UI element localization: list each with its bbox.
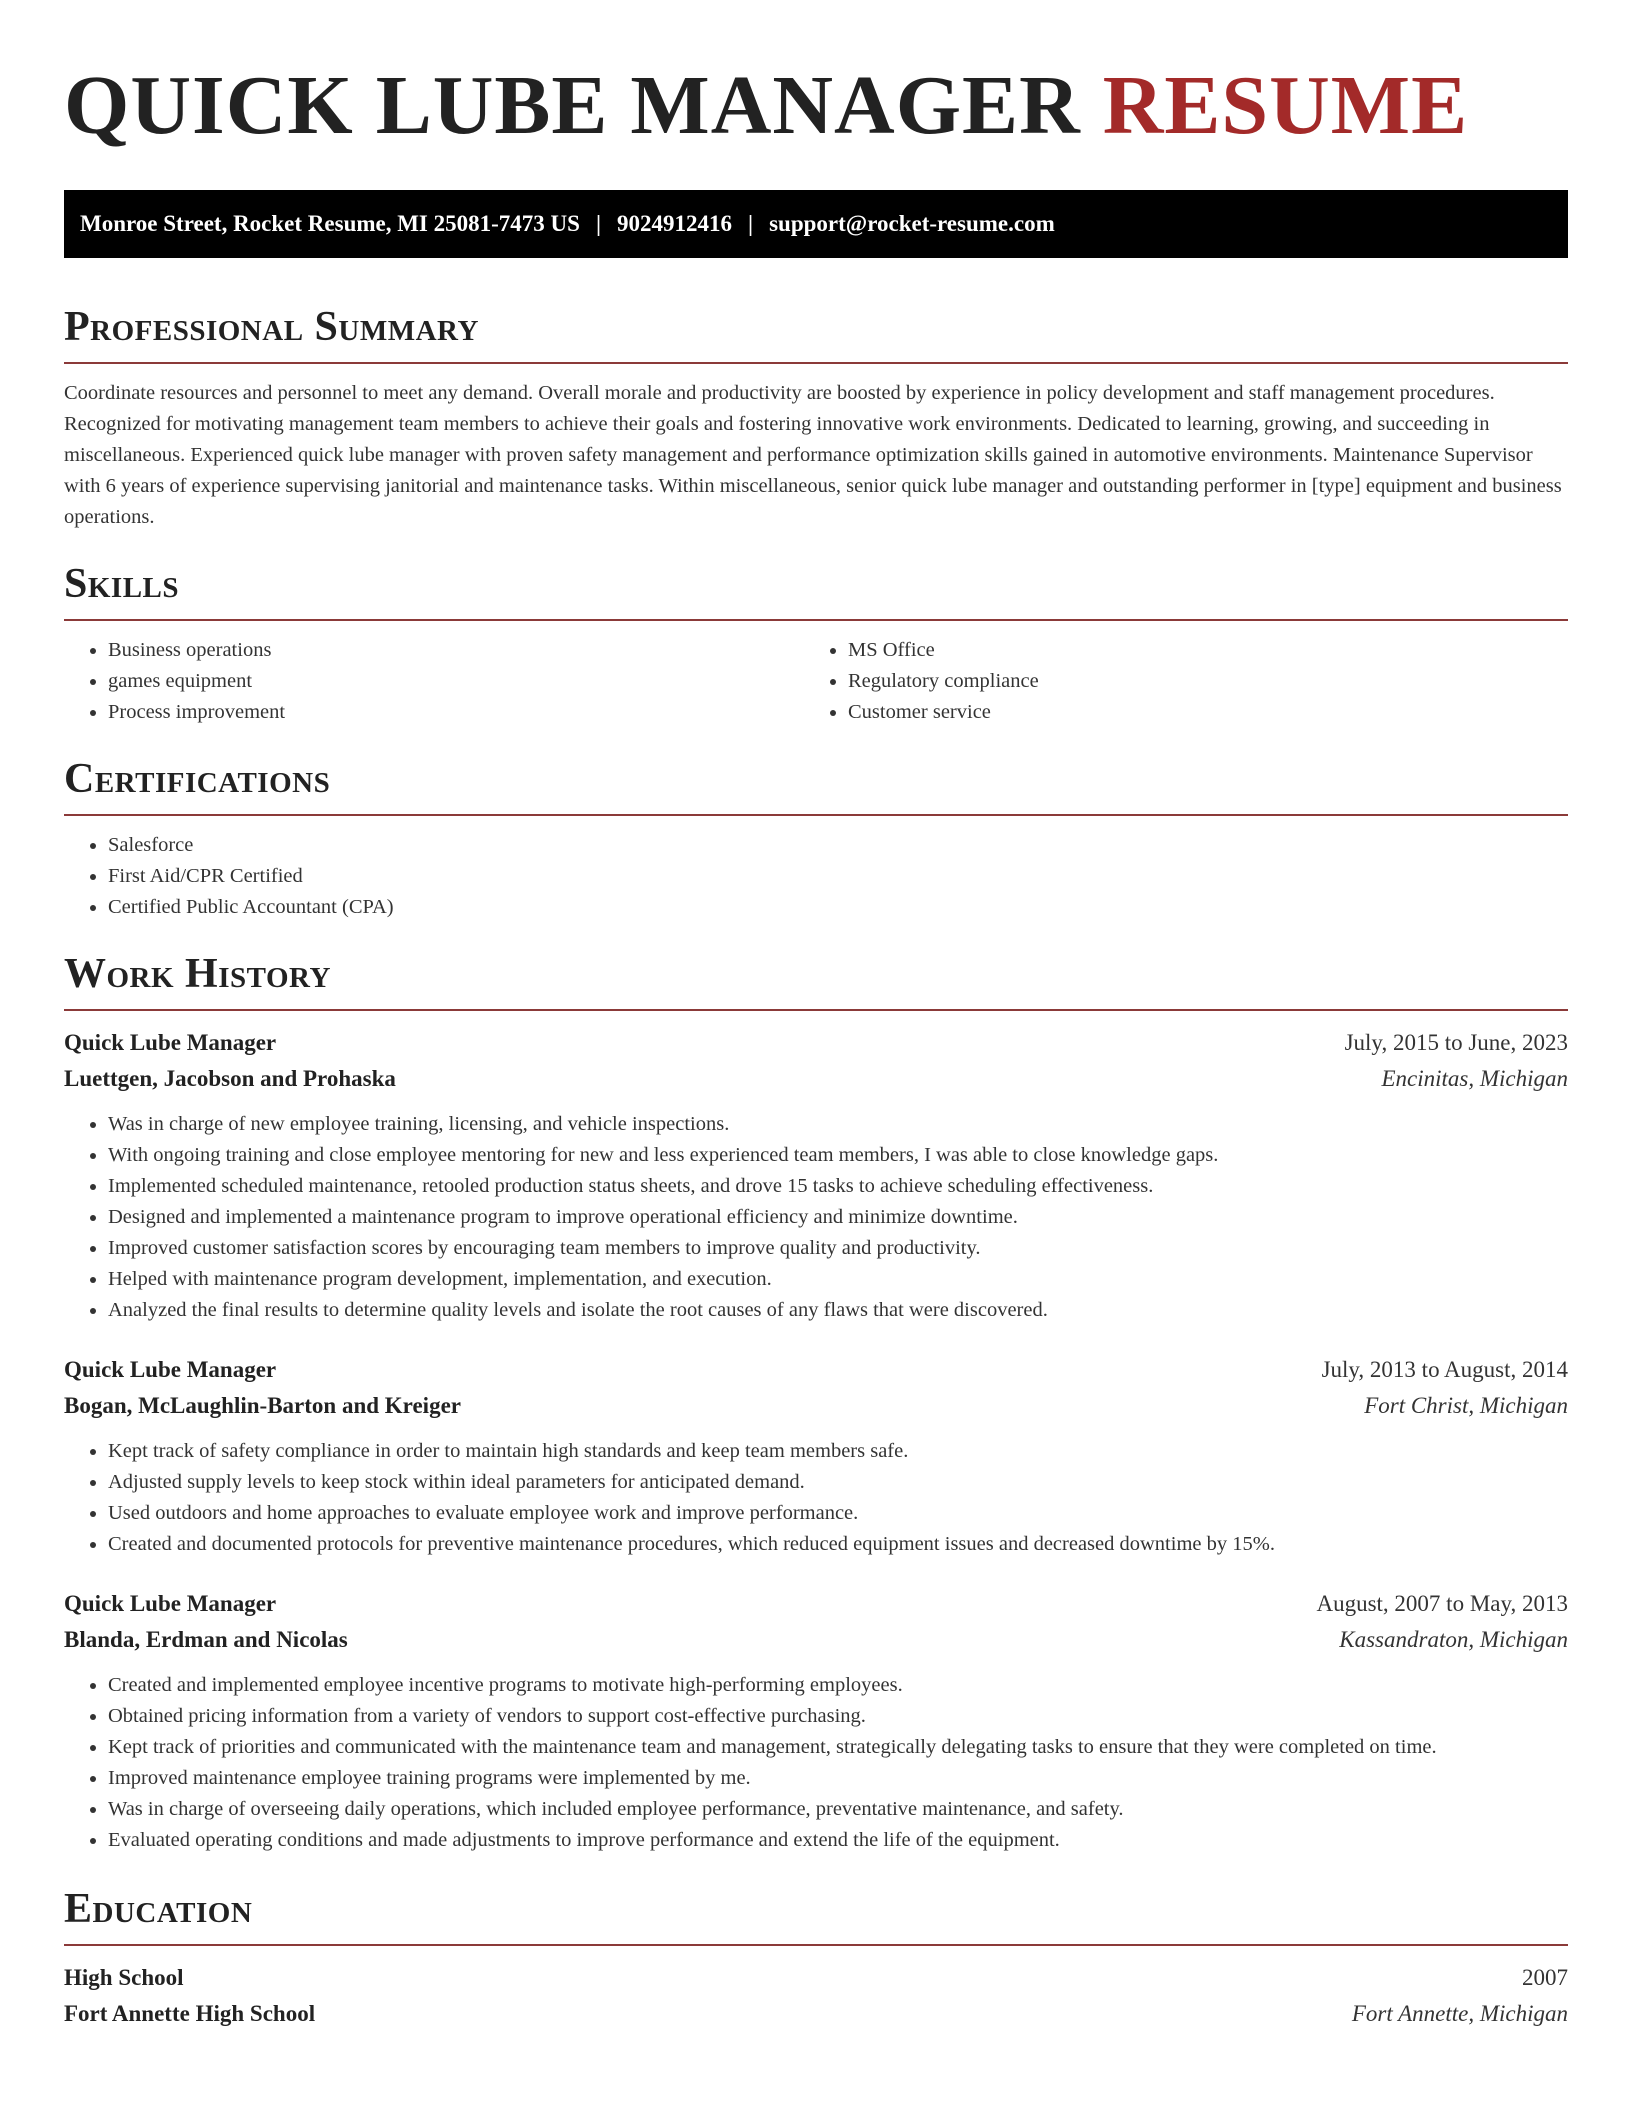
contact-email: support@rocket-resume.com [769,211,1055,236]
job-location: Encinitas, Michigan [1381,1066,1568,1091]
section-divider [64,814,1568,816]
job-company-row [64,1061,1568,1097]
job-bullet: • Analyzed the final results to determine quality levels and isolate the root causes of any flaws that were discovered. [108,1295,1568,1326]
job-bullet: • Improved customer satisfaction scores by encouraging team members to improve quality and productivity. [108,1233,1568,1264]
job-bullet: • With ongoing training and close employee mentoring for new and less experienced team members, I was able to close knowledge gaps. [108,1140,1568,1171]
job-location: Fort Christ, Michigan [1364,1393,1568,1418]
skill-item: • Customer service [848,697,1544,728]
section-divider [64,362,1568,364]
section-divider [64,1944,1568,1946]
work-history-heading: Work History [64,951,331,997]
certifications-heading: Certifications [64,756,331,802]
job-bullets [64,1109,1568,1326]
summary-section [64,302,1568,533]
job-title-row [64,1352,1568,1388]
contact-address: Monroe Street, Rocket Resume, MI 25081-7473 US [80,211,580,236]
job-title: Quick Lube Manager [64,1591,277,1616]
education-location: Fort Annette, Michigan [1351,2001,1568,2026]
section-divider [64,1009,1568,1011]
job-title: Quick Lube Manager [64,1030,277,1055]
job-bullet: • Helped with maintenance program development, implementation, and execution. [108,1264,1568,1295]
job-company: Bogan, McLaughlin-Barton and Kreiger [64,1393,461,1418]
skills-heading: Skills [64,561,180,607]
work-history-section [64,949,1568,1856]
job-bullet: • Kept track of priorities and communicated with the maintenance team and management, strategically delegating tasks to ensure that they were completed on time. [108,1732,1568,1763]
job-entry [64,1352,1568,1560]
job-dates: July, 2013 to August, 2014 [1321,1357,1568,1382]
contact-bar [64,190,1568,258]
job-bullet: • Created and implemented employee incentive programs to motivate high-performing employees. [108,1670,1568,1701]
contact-phone: 9024912416 [617,211,733,236]
education-heading: Education [64,1886,253,1932]
title-accent: RESUME [1102,59,1469,152]
education-school-row [64,1996,1568,2032]
job-bullet: • Was in charge of overseeing daily operations, which included employee performance, preventative maintenance, and safety. [108,1794,1568,1825]
job-bullet: • Was in charge of new employee training, licensing, and vehicle inspections. [108,1109,1568,1140]
job-bullets [64,1670,1568,1856]
job-title: Quick Lube Manager [64,1357,277,1382]
job-bullet: • Implemented scheduled maintenance, retooled production status sheets, and drove 15 tasks to achieve scheduling effectiveness. [108,1171,1568,1202]
job-company: Blanda, Erdman and Nicolas [64,1627,348,1652]
education-degree: High School [64,1965,184,1990]
certification-item: • Salesforce [108,830,1568,861]
skill-item: • Business operations [108,635,804,666]
job-company-row [64,1388,1568,1424]
job-bullet: • Obtained pricing information from a variety of vendors to support cost-effective purchasing. [108,1701,1568,1732]
job-bullet: • Used outdoors and home approaches to evaluate employee work and improve performance. [108,1498,1568,1529]
job-dates: July, 2015 to June, 2023 [1344,1030,1568,1055]
education-year: 2007 [1522,1965,1568,1990]
education-section [64,1884,1568,2032]
education-degree-row [64,1960,1568,1996]
title-main: QUICK LUBE MANAGER [64,59,1081,152]
job-bullet: • Improved maintenance employee training programs were implemented by me. [108,1763,1568,1794]
job-title-row [64,1025,1568,1061]
job-location: Kassandraton, Michigan [1339,1627,1568,1652]
skills-list-right [804,635,1544,728]
skill-item: • games equipment [108,666,804,697]
skills-list-left [64,635,804,728]
education-school: Fort Annette High School [64,2001,316,2026]
summary-text: Coordinate resources and personnel to meet any demand. Overall morale and productivity are boosted by experience in policy development and staff management procedures. Recognized for motivating management team members to achieve their goals and fostering innovative work environments. Dedicated to learning, growing, and succeeding in miscellaneous. Experienced quick lube manager with proven safety management and performance optimization skills gained in automotive environments. Maintenance Supervisor with 6 years of experience supervising janitorial and maintenance tasks. Within miscellaneous, senior quick lube manager and outstanding performer in [type] equipment and business operations. [64,382,1562,528]
skills-column-left [64,635,804,728]
certifications-section [64,754,1568,923]
contact-separator: | [595,211,602,236]
skill-item: • MS Office [848,635,1544,666]
certification-item: • Certified Public Accountant (CPA) [108,892,1568,923]
job-company-row [64,1622,1568,1658]
job-dates: August, 2007 to May, 2013 [1316,1591,1568,1616]
job-bullet: • Designed and implemented a maintenance program to improve operational efficiency and minimize downtime. [108,1202,1568,1233]
skill-item: • Process improvement [108,697,804,728]
job-entry [64,1025,1568,1326]
resume-title [64,58,1568,154]
job-bullet: • Evaluated operating conditions and made adjustments to improve performance and extend the life of the equipment. [108,1825,1568,1856]
job-entry [64,1586,1568,1856]
job-company: Luettgen, Jacobson and Prohaska [64,1066,396,1091]
skills-section [64,559,1568,728]
skill-item: • Regulatory compliance [848,666,1544,697]
contact-separator: | [748,211,754,236]
certification-item: • First Aid/CPR Certified [108,861,1568,892]
job-bullet: • Adjusted supply levels to keep stock within ideal parameters for anticipated demand. [108,1467,1568,1498]
job-bullet: • Created and documented protocols for preventive maintenance procedures, which reduced equipment issues and decreased downtime by 15%. [108,1529,1568,1560]
summary-heading: Professional Summary [64,304,479,350]
job-bullet: • Kept track of safety compliance in order to maintain high standards and keep team members safe. [108,1436,1568,1467]
skills-column-right [804,635,1544,728]
certifications-list [64,830,1568,923]
skills-grid [64,635,1568,728]
education-entry [64,1960,1568,2032]
job-title-row [64,1586,1568,1622]
section-divider [64,619,1568,621]
job-bullets [64,1436,1568,1560]
